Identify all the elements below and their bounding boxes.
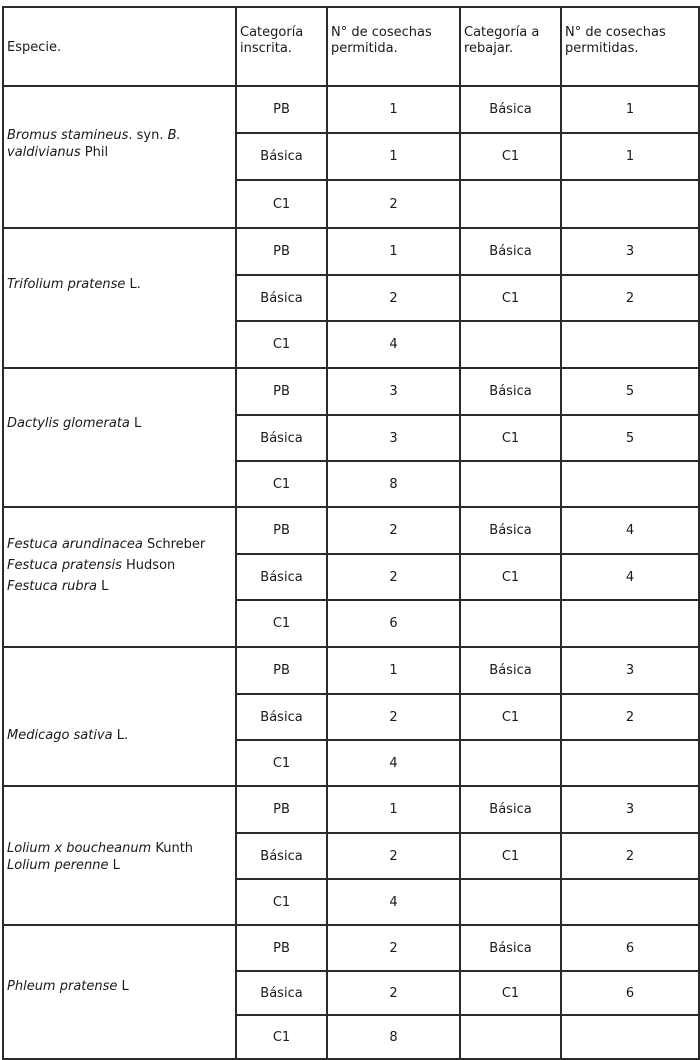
categoria-inscrita-cell: Básica (236, 694, 327, 740)
cosechas-permitidas-cell (561, 461, 699, 507)
cosechas-permitidas-cell: 5 (561, 368, 699, 415)
categoria-rebajar-cell: Básica (460, 368, 561, 415)
species-cell (3, 647, 236, 786)
species-cell (3, 925, 236, 1059)
categoria-rebajar-cell: Básica (460, 86, 561, 133)
species-name-line (7, 229, 232, 293)
cosechas-permitidas-cell: 1 (561, 133, 699, 180)
species-name-text: L (129, 416, 142, 431)
categoria-inscrita-cell: PB (236, 86, 327, 133)
categoria-inscrita-cell: C1 (236, 180, 327, 228)
categoria-rebajar-cell: C1 (460, 554, 561, 600)
header-especie: Especie. (3, 7, 236, 86)
header-cosechas-permitida: N° de cosechas permitida. (327, 7, 460, 86)
categoria-rebajar-cell: C1 (460, 275, 561, 321)
cosechas-permitidas-cell: 3 (561, 647, 699, 694)
species-name-line (7, 574, 232, 595)
species-name-italic: Festuca arundinacea (7, 537, 143, 552)
categoria-inscrita-cell: Básica (236, 415, 327, 461)
cosechas-permitidas-cell: 2 (561, 833, 699, 879)
cosechas-permitida-cell: 8 (327, 461, 460, 507)
harvest-table (2, 6, 700, 1060)
species-cell (3, 228, 236, 368)
categoria-rebajar-cell: C1 (460, 415, 561, 461)
species-name-italic: Medicago sativa (7, 728, 113, 743)
categoria-inscrita-cell: C1 (236, 321, 327, 368)
species-name-italic: Festuca pratensis (7, 558, 122, 573)
categoria-rebajar-cell: C1 (460, 971, 561, 1015)
cosechas-permitida-cell: 1 (327, 86, 460, 133)
species-cell (3, 786, 236, 925)
categoria-rebajar-cell: C1 (460, 694, 561, 740)
species-name-text: L. (112, 728, 129, 743)
species-name-line (7, 926, 232, 995)
cosechas-permitida-cell: 4 (327, 321, 460, 368)
categoria-inscrita-cell: PB (236, 228, 327, 275)
table-row (3, 786, 699, 833)
cosechas-permitida-cell: 6 (327, 600, 460, 647)
species-name-italic: Lolium perenne (7, 858, 109, 873)
species-name-line (7, 553, 232, 574)
categoria-rebajar-cell: Básica (460, 925, 561, 971)
table-row (3, 368, 699, 415)
cosechas-permitidas-cell (561, 600, 699, 647)
cosechas-permitidas-cell (561, 321, 699, 368)
categoria-inscrita-cell: C1 (236, 740, 327, 786)
categoria-rebajar-cell: C1 (460, 133, 561, 180)
header-row (3, 7, 699, 86)
header-categoria-rebajar: Categoría a rebajar. (460, 7, 561, 86)
cosechas-permitida-cell: 2 (327, 180, 460, 228)
species-name-italic: Festuca rubra (7, 579, 97, 594)
categoria-rebajar-cell (460, 740, 561, 786)
cosechas-permitida-cell: 2 (327, 833, 460, 879)
categoria-rebajar-cell: Básica (460, 647, 561, 694)
species-name-line (7, 144, 232, 161)
cosechas-permitida-cell: 8 (327, 1015, 460, 1059)
categoria-rebajar-cell (460, 321, 561, 368)
categoria-rebajar-cell (460, 879, 561, 925)
cosechas-permitida-cell: 2 (327, 554, 460, 600)
species-name-text: L (108, 858, 120, 873)
species-name-text: . syn. (128, 128, 168, 143)
species-name-line (7, 369, 232, 432)
species-name-text: Kunth (151, 841, 194, 856)
species-name-text: L (96, 579, 109, 594)
categoria-inscrita-cell: Básica (236, 833, 327, 879)
species-name-line (7, 87, 232, 144)
table-row (3, 86, 699, 133)
categoria-inscrita-cell: C1 (236, 879, 327, 925)
species-name-line (7, 648, 232, 744)
species-name-line (7, 508, 232, 553)
categoria-rebajar-cell: Básica (460, 786, 561, 833)
species-name-text: L. (125, 277, 141, 292)
cosechas-permitida-cell: 2 (327, 694, 460, 740)
cosechas-permitidas-cell: 4 (561, 554, 699, 600)
categoria-inscrita-cell: C1 (236, 600, 327, 647)
cosechas-permitidas-cell: 2 (561, 694, 699, 740)
species-name-text: Schreber (142, 537, 206, 552)
species-name-italic: valdivianus (7, 145, 81, 160)
cosechas-permitidas-cell (561, 879, 699, 925)
cosechas-permitida-cell: 1 (327, 786, 460, 833)
species-name-line (7, 857, 232, 874)
species-name-italic: Bromus stamineus (7, 128, 129, 143)
species-cell (3, 86, 236, 228)
species-name-italic: Lolium x boucheanum (7, 841, 152, 856)
species-name-text: Hudson (121, 558, 176, 573)
species-name-italic: Phleum pratense (7, 979, 118, 994)
categoria-inscrita-cell: PB (236, 507, 327, 554)
cosechas-permitidas-cell: 1 (561, 86, 699, 133)
cosechas-permitidas-cell: 2 (561, 275, 699, 321)
table-row (3, 925, 699, 971)
cosechas-permitida-cell: 2 (327, 925, 460, 971)
species-cell (3, 368, 236, 507)
cosechas-permitidas-cell (561, 180, 699, 228)
categoria-inscrita-cell: Básica (236, 971, 327, 1015)
categoria-rebajar-cell (460, 461, 561, 507)
cosechas-permitidas-cell: 5 (561, 415, 699, 461)
cosechas-permitida-cell: 1 (327, 647, 460, 694)
categoria-inscrita-cell: PB (236, 647, 327, 694)
cosechas-permitida-cell: 2 (327, 275, 460, 321)
categoria-inscrita-cell: C1 (236, 1015, 327, 1059)
cosechas-permitida-cell: 3 (327, 368, 460, 415)
header-categoria-inscrita: Categoría inscrita. (236, 7, 327, 86)
categoria-inscrita-cell: C1 (236, 461, 327, 507)
categoria-rebajar-cell (460, 180, 561, 228)
species-name-italic: B. (167, 128, 181, 143)
cosechas-permitidas-cell: 6 (561, 971, 699, 1015)
species-name-text: Phil (80, 145, 109, 160)
categoria-rebajar-cell: C1 (460, 833, 561, 879)
categoria-rebajar-cell: Básica (460, 228, 561, 275)
categoria-inscrita-cell: PB (236, 925, 327, 971)
categoria-rebajar-cell (460, 1015, 561, 1059)
cosechas-permitidas-cell (561, 740, 699, 786)
table-row (3, 228, 699, 275)
header-cosechas-permitidas: N° de cosechas permitidas. (561, 7, 699, 86)
cosechas-permitida-cell: 1 (327, 133, 460, 180)
table-row (3, 647, 699, 694)
cosechas-permitidas-cell: 3 (561, 228, 699, 275)
categoria-inscrita-cell: PB (236, 368, 327, 415)
cosechas-permitidas-cell (561, 1015, 699, 1059)
cosechas-permitida-cell: 4 (327, 879, 460, 925)
cosechas-permitida-cell: 1 (327, 228, 460, 275)
species-cell (3, 507, 236, 647)
cosechas-permitida-cell: 2 (327, 507, 460, 554)
categoria-inscrita-cell: Básica (236, 275, 327, 321)
cosechas-permitida-cell: 2 (327, 971, 460, 1015)
categoria-rebajar-cell: Básica (460, 507, 561, 554)
categoria-rebajar-cell (460, 600, 561, 647)
species-name-text: L (117, 979, 129, 994)
categoria-inscrita-cell: Básica (236, 133, 327, 180)
cosechas-permitidas-cell: 4 (561, 507, 699, 554)
cosechas-permitida-cell: 4 (327, 740, 460, 786)
categoria-inscrita-cell: Básica (236, 554, 327, 600)
cosechas-permitidas-cell: 6 (561, 925, 699, 971)
species-name-line (7, 787, 232, 857)
cosechas-permitida-cell: 3 (327, 415, 460, 461)
species-name-italic: Trifolium pratense (7, 277, 126, 292)
table-row (3, 507, 699, 554)
cosechas-permitidas-cell: 3 (561, 786, 699, 833)
categoria-inscrita-cell: PB (236, 786, 327, 833)
species-name-italic: Dactylis glomerata (7, 416, 130, 431)
